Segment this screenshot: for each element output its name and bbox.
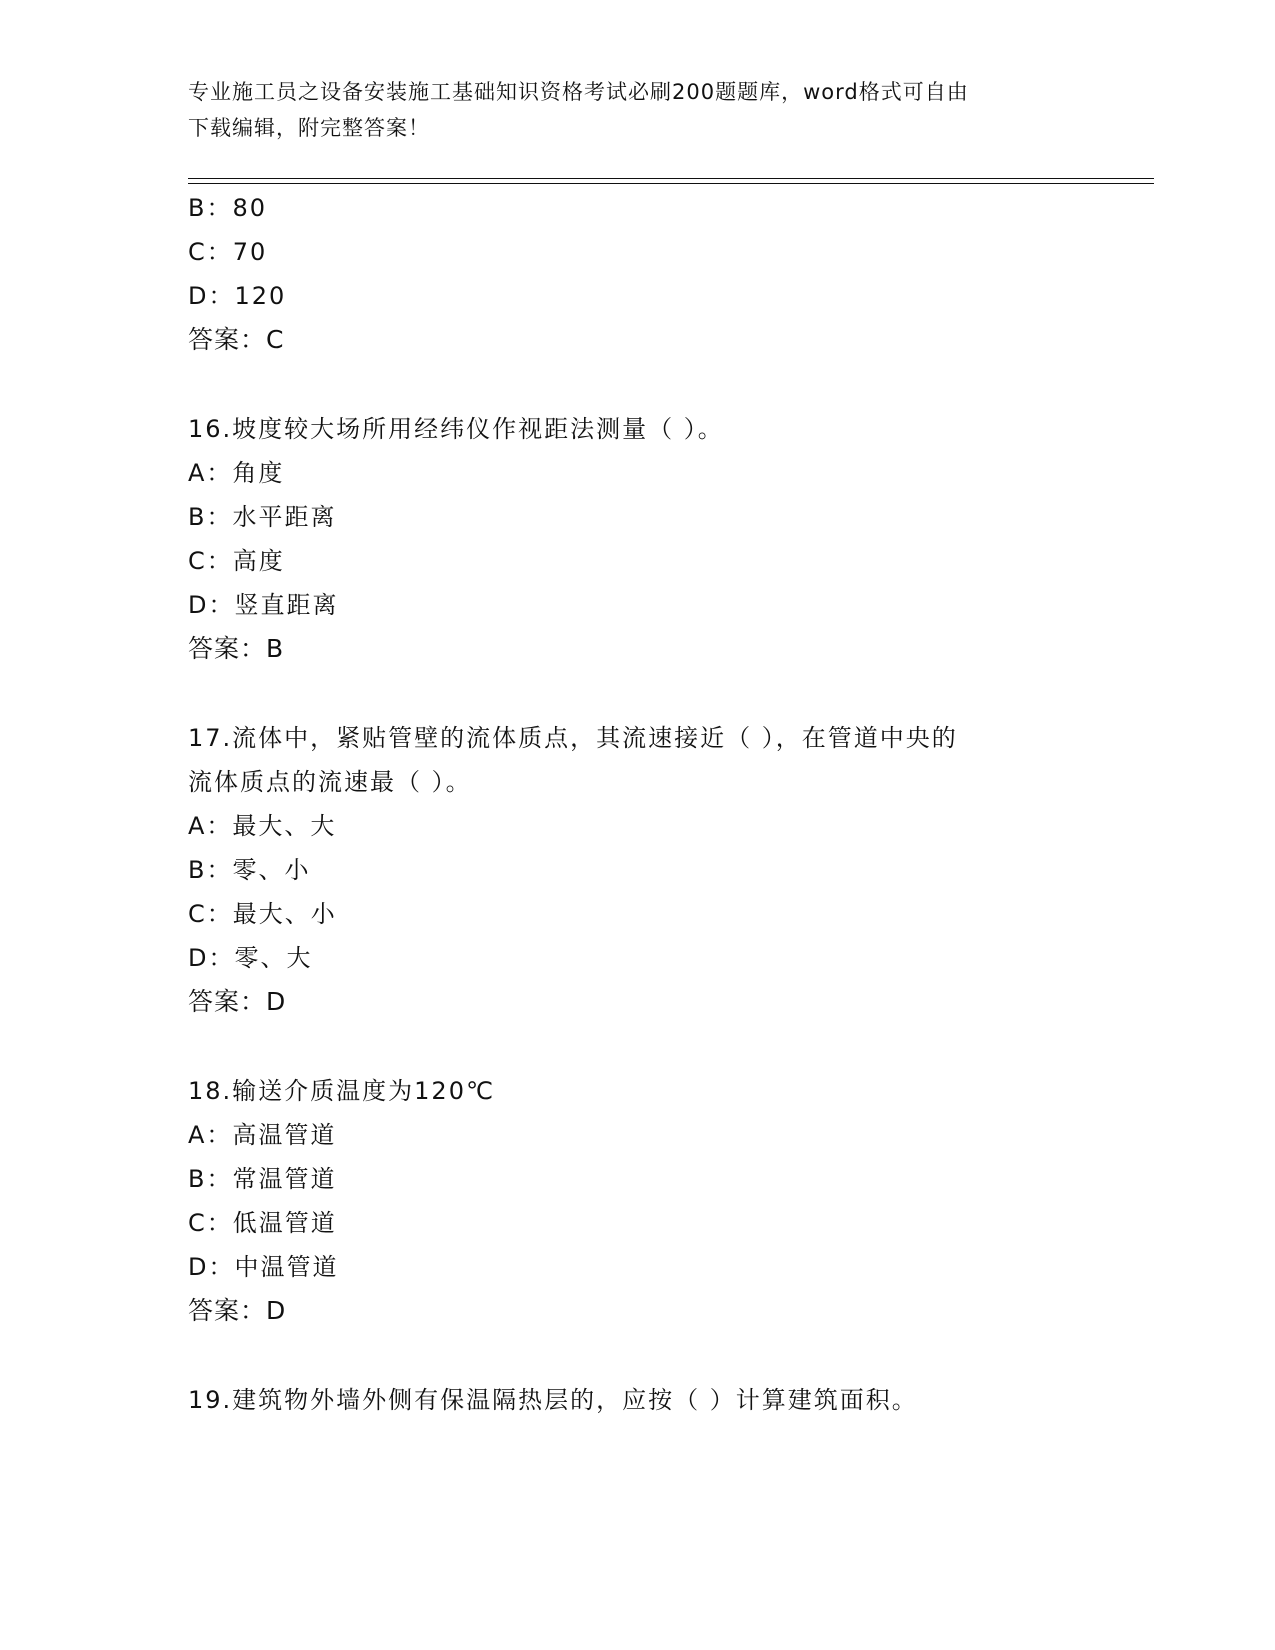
header-line-1: 专业施工员之设备安装施工基础知识资格考试必刷200题题库，word格式可自由 bbox=[188, 80, 969, 104]
q17-stem-line-2: 流体质点的流速最（ ）。 bbox=[188, 768, 472, 796]
q16-option-b: B：水平距离 bbox=[188, 503, 337, 531]
header-divider-bottom bbox=[188, 183, 1154, 184]
q18-answer: 答案：D bbox=[188, 1296, 287, 1325]
q16-option-c: C：高度 bbox=[188, 547, 285, 575]
q18-option-d: D：中温管道 bbox=[188, 1253, 339, 1281]
q17-option-d: D：零、大 bbox=[188, 944, 313, 972]
q16-answer: 答案：B bbox=[188, 634, 285, 663]
q17-stem-line-1: 17.流体中，紧贴管壁的流体质点，其流速接近（ ），在管道中央的 bbox=[188, 724, 958, 752]
q15-option-d: D：120 bbox=[188, 282, 287, 310]
q18-option-b: B：常温管道 bbox=[188, 1165, 337, 1193]
q18-option-a: A：高温管道 bbox=[188, 1121, 337, 1149]
header-divider-top bbox=[188, 178, 1154, 179]
q17-option-b: B：零、小 bbox=[188, 856, 311, 884]
q18-option-c: C：低温管道 bbox=[188, 1209, 337, 1237]
q17-answer: 答案：D bbox=[188, 987, 287, 1016]
document-header bbox=[188, 74, 1088, 146]
q16-option-d: D：竖直距离 bbox=[188, 591, 339, 619]
q15-answer: 答案：C bbox=[188, 325, 285, 354]
q18-stem: 18.输送介质温度为120℃ bbox=[188, 1077, 495, 1105]
q16-option-a: A：角度 bbox=[188, 459, 285, 487]
q15-option-b: B：80 bbox=[188, 194, 268, 222]
q17-option-a: A：最大、大 bbox=[188, 812, 337, 840]
q17-option-c: C：最大、小 bbox=[188, 900, 337, 928]
q19-stem: 19.建筑物外墙外侧有保温隔热层的，应按（ ）计算建筑面积。 bbox=[188, 1386, 918, 1414]
q15-option-c: C：70 bbox=[188, 238, 268, 266]
q16-stem: 16.坡度较大场所用经纬仪作视距法测量（ ）。 bbox=[188, 415, 724, 443]
header-line-2: 下载编辑，附完整答案！ bbox=[188, 116, 430, 140]
